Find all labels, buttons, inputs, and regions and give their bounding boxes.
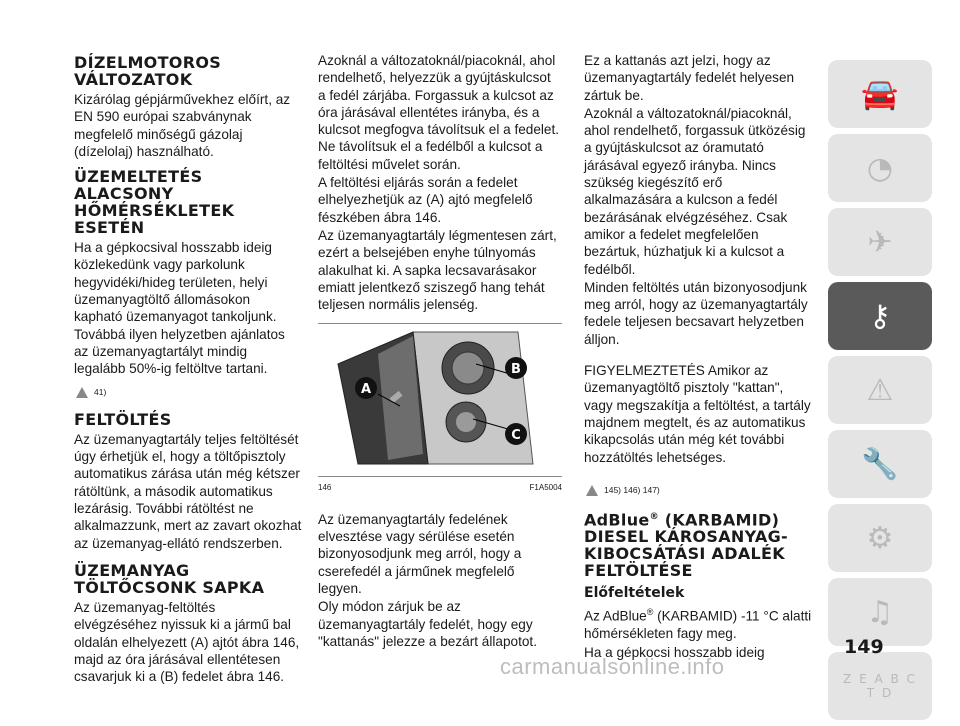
car-info-icon: 🚘	[861, 76, 899, 112]
figure-code: F1A5004	[529, 483, 562, 493]
fuel-flap-illustration	[318, 324, 562, 476]
paragraph: Az üzemanyagtartály fedelének elvesztése vagy sérülése esetén bizonyosodjunk meg arról, hogy a cserefedél a járműnek megfelelő legyen.	[318, 511, 522, 596]
heading-adblue-brand: AdBlue	[584, 510, 650, 530]
warning-lights-icon: ⚠	[866, 372, 894, 408]
dashboard-icon: ◔	[866, 150, 894, 186]
tab-maintenance[interactable]	[828, 504, 932, 572]
warning-triangle-icon	[586, 485, 598, 496]
chapter-sidebar	[828, 60, 932, 726]
heading-refuelling: FELTÖLTÉS	[74, 409, 172, 429]
paragraph: Oly módon zárjuk be az üzemanyagtartály fedelét, hogy egy "kattanás" jelezze a bezárt állapotot.	[318, 599, 537, 649]
airbag-seat-icon: ✈	[867, 224, 893, 260]
tab-emergency[interactable]	[828, 430, 932, 498]
registered-mark: ®	[649, 512, 659, 523]
heading-adblue-rest: (KARBAMID) DIESEL KÁROSANYAG-KIBOCSÁTÁSI ADALÉK FELTÖLTÉSE	[584, 510, 788, 581]
callout-c: C	[511, 428, 521, 444]
warning-numbers: 145) 146) 147)	[604, 484, 660, 495]
figure-caption	[318, 479, 562, 496]
heading-diesel-versions: DÍZELMOTOROS VÁLTOZATOK	[74, 53, 222, 89]
tab-car-info[interactable]	[828, 60, 932, 128]
warning-reference	[586, 482, 812, 499]
paragraph: A feltöltési eljárás során a fedelet elhelyezhetjük az (A) ajtó megfelelő fészkében ábra 146.	[318, 175, 533, 225]
wrench-car-icon: ⚙	[866, 520, 894, 556]
warning-number: 41)	[94, 386, 107, 397]
paragraph: Az üzemanyagtartály teljes feltöltését úgy érhetjük el, hogy a töltőpisztoly automatikus zárása után még kétszer rátöltünk, a második automatikus lezárásig. További rátöltést ne alkalmazzunk, mert az zavart okozhat az üzemanyag-ellátó rendszerben.	[74, 431, 302, 551]
tab-dashboard[interactable]	[828, 134, 932, 202]
column-2	[318, 52, 562, 651]
text-part: (KARBAMID) -11 °C alatti hőmérsékleten fagy meg.	[584, 608, 812, 642]
paragraph	[584, 604, 812, 642]
heading-fuel-cap: ÜZEMANYAG TÖLTŐCSONK SAPKA	[74, 560, 265, 597]
paragraph-warning: FIGYELMEZTETÉS Amikor az üzemanyagtöltő pisztoly "kattan", vagy megszakítja a feltöltést, a tartály majdnem megtelt, és az automatikus kikapcsolás után még két további hozzátöltés lehetséges.	[584, 363, 811, 465]
text-part: Az AdBlue	[584, 608, 647, 624]
callout-b: B	[511, 362, 521, 378]
watermark: carmanualsonline.info	[500, 654, 725, 679]
car-service-icon: 🔧	[861, 446, 899, 482]
key-steering-wheel-icon: ⚷	[869, 298, 891, 334]
multimedia-icon: ♫	[866, 594, 894, 630]
registered-mark: ®	[646, 607, 654, 618]
paragraph: Az üzemanyagtartály légmentesen zárt, ezért a belsejében enyhe túlnyomás alakulhat ki. A sapka lecsavarásakor emiatt jelentkező sziszegő hang tehát teljesen normális jelenség.	[318, 227, 557, 313]
index-letters-icon: Z E A B C T D	[843, 672, 917, 700]
page-number: 149	[844, 636, 884, 658]
heading-low-temperature: ÜZEMELTETÉS ALACSONY HŐMÉRSÉKLETEK ESETÉN	[74, 167, 235, 238]
subheading-prerequisites: Előfeltételek	[584, 585, 685, 602]
tab-safety[interactable]	[828, 208, 932, 276]
paragraph: Azoknál a változatoknál/piacoknál, ahol rendelhető, helyezzük a gyújtáskulcsot a fedél zárjába. Forgassuk a kulcsot az óra járásával ellentétes irányba, és a kulcsot megfogva távolítsuk el a fedelet. Ne távolítsuk el a fedélből a kulcsot a feltöltési művelet során.	[318, 53, 560, 172]
paragraph: Ha a gépkocsival hosszabb ideig közlekedünk vagy parkolunk hegyvidéki/hideg területen, helyi üzemanyagtöltő állomásokon kapható üzemanyagot tankoljunk. Továbbá ilyen helyzetben ajánlatos az üzemanyagtartályt mindig legalább 50%-ig feltöltve tartani.	[74, 240, 285, 377]
column-1	[74, 52, 302, 686]
tab-warning-lights[interactable]	[828, 356, 932, 424]
paragraph: Azoknál a változatoknál/piacoknál, ahol rendelhető, forgassuk ütközésig a gyújtáskulcsot az óramutató járásával egyező irányba. Nincs szükség kiegészítő erő alkalmazására a kulcson a fedél bezárásának elvégzéséhez. Csak amikor a fedelet megfelelően bezártuk, húzhatjuk ki a kulcsot a fedélből.	[584, 105, 806, 277]
warning-reference	[76, 384, 302, 401]
paragraph: Kizárólag gépjárművekhez előírt, az EN 590 európai szabványnak megfelelő minőségű gázolaj (dízelolaj) használható.	[74, 92, 291, 159]
tab-starting-driving[interactable]	[828, 282, 932, 350]
callout-a: A	[360, 382, 372, 398]
column-3	[584, 52, 812, 662]
paragraph: Minden feltöltés után bizonyosodjunk meg arról, hogy az üzemanyagtartály fedele teljesen becsavart helyzetben álljon.	[584, 279, 808, 347]
figure-number: 146	[318, 483, 332, 493]
warning-triangle-icon	[76, 387, 88, 398]
paragraph: Az üzemanyag-feltöltés elvégzéséhez nyissuk ki a jármű bal oldalán elhelyezett (A) ajtót ábra 146, majd az óra járásával ellentétesen csavarjuk ki a (B) fedelet ábra 146.	[74, 599, 300, 685]
paragraph: Ha a gépkocsi hosszabb ideig	[584, 644, 765, 660]
tab-index[interactable]	[828, 652, 932, 720]
heading-adblue	[584, 509, 812, 579]
paragraph: Ez a kattanás azt jelzi, hogy az üzemanyagtartály fedelét helyesen zártuk be.	[584, 53, 795, 103]
figure-146	[318, 323, 562, 477]
